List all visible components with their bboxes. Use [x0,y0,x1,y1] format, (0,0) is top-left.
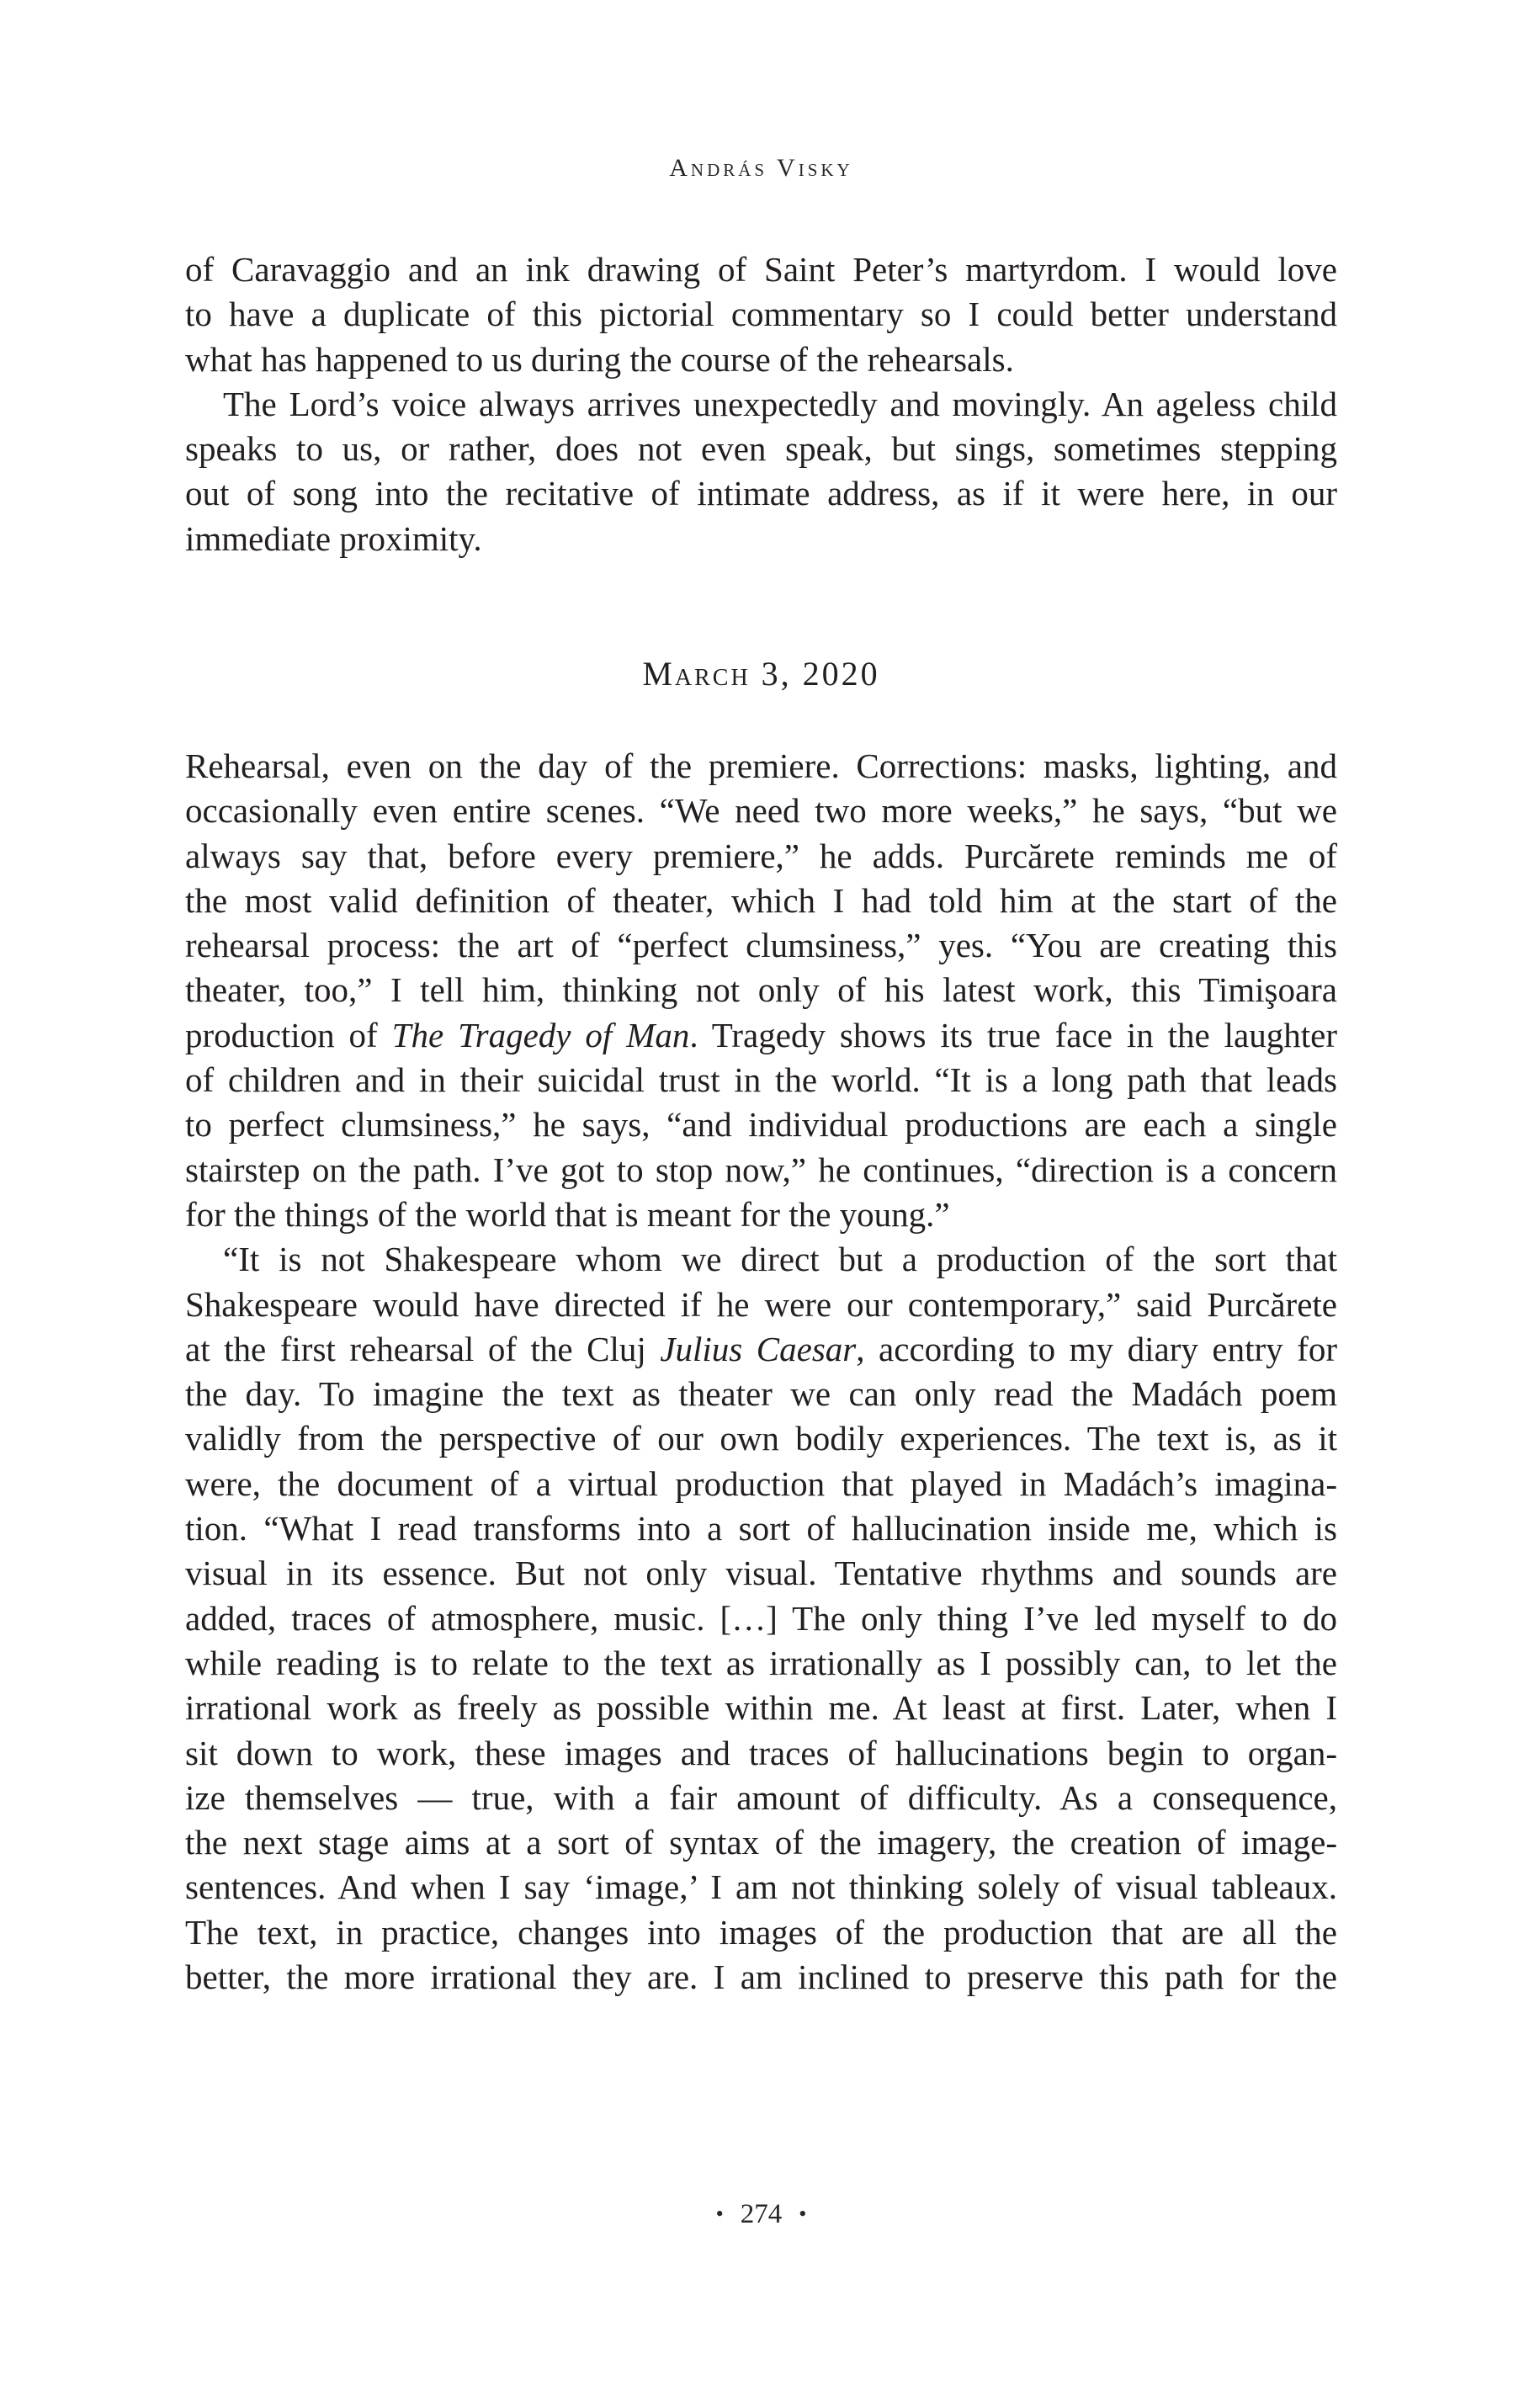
text-line [185,1327,1337,1372]
text-line: ize themselves — true, with a fair amount of difficulty. As a consequence, [185,1777,1337,1817]
text-line: sit down to work, these images and traces of hallucinations begin to organ- [185,1733,1337,1772]
text-line: always say that, before every premiere,” he adds. Purcărete reminds me of [185,836,1337,875]
text-line: The text, in practice, changes into images of the production that are all the [185,1912,1337,1952]
text-line: stairstep on the path. I’ve got to stop now,” he continues, “direction is a concern [185,1150,1337,1189]
text-line: for the things of the world that is meant for the young.” [185,1194,950,1234]
text-line: validly from the perspective of our own bodily experiences. The text is, as it [185,1419,1337,1458]
text-line: were, the document of a virtual production that played in Madách’s imagina- [185,1463,1337,1503]
line-text: . Tragedy shows its true face in the laughter [689,1015,1337,1054]
entry-date-heading: March 3, 2020 [642,655,880,693]
bullet-ornament-icon: • [715,2202,724,2226]
text-line: “It is not Shakespeare whom we direct but a production of the sort that [223,1240,1337,1279]
paragraph [185,247,1337,382]
paragraph [185,1237,1337,2000]
text-line: speaks to us, or rather, does not even speak, but sings, sometimes stepping [185,429,1337,469]
text-line: the next stage aims at a sort of syntax of the imagery, the creation of image- [185,1823,1337,1862]
text-line: better, the more irrational they are. I am inclined to preserve this path for the [185,1957,1337,1997]
text-line: The Lord’s voice always arrives unexpectedly and movingly. An ageless child [223,384,1337,423]
text-line: out of song into the recitative of intimate address, as if it were here, in our [185,474,1337,513]
text-line: the day. To imagine the text as theater we can only read the Madách poem [185,1374,1337,1414]
entry-body [185,744,1337,2000]
paragraph [185,382,1337,561]
line-text: at the first rehearsal of the Cluj [185,1329,661,1368]
work-title: The Tragedy of Man [391,1015,690,1054]
page-number-footer [185,2193,1337,2235]
bullet-ornament-icon: • [799,2202,807,2226]
text-line: tion. “What I read transforms into a sort of hallucination inside me, which is [185,1509,1337,1548]
text-line: the most valid definition of theater, which I had told him at the start of the [185,880,1337,920]
text-line: rehearsal process: the art of “perfect clumsiness,” yes. “You are creating this [185,926,1337,965]
text-line: what has happened to us during the course of the rehearsals. [185,339,1014,379]
running-head: András Visky [669,154,853,182]
text-line: visual in its essence. But not only visual. Tentative rhythms and sounds are [185,1554,1337,1593]
line-text: production of [185,1015,392,1054]
text-line: Shakespeare would have directed if he were our contemporary,” said Purcărete [185,1284,1337,1324]
text-line: theater, too,” I tell him, thinking not only of his latest work, this Timişoara [185,970,1337,1010]
line-text: , according to my diary entry for [856,1329,1337,1368]
text-line: of children and in their suicidal trust in the world. “It is a long path that leads [185,1060,1337,1100]
text-line: Rehearsal, even on the day of the premiere. Corrections: masks, lighting, and [185,746,1337,785]
text-line: sentences. And when I say ‘image,’ I am not thinking solely of visual tableaux. [185,1867,1337,1907]
text-line [185,1013,1337,1058]
text-line: to perfect clumsiness,” he says, “and individual productions are each a single [185,1105,1337,1145]
text-line: irrational work as freely as possible within me. At least at first. Later, when I [185,1688,1337,1728]
text-line: immediate proximity. [185,518,482,558]
work-title: Julius Caesar [660,1329,857,1368]
text-line: while reading is to relate to the text as irrationally as I possibly can, to let the [185,1643,1337,1682]
text-line: of Caravaggio and an ink drawing of Saint Peter’s martyrdom. I would love [185,250,1337,289]
paragraph [185,744,1337,1237]
text-line: to have a duplicate of this pictorial commentary so I could better understand [185,295,1337,334]
page-number: 274 [740,2199,783,2229]
text-line: occasionally even entire scenes. “We need two more weeks,” he says, “but we [185,791,1337,831]
text-line: added, traces of atmosphere, music. […] The only thing I’ve led myself to do [185,1598,1337,1638]
entry-continuation [185,247,1337,561]
